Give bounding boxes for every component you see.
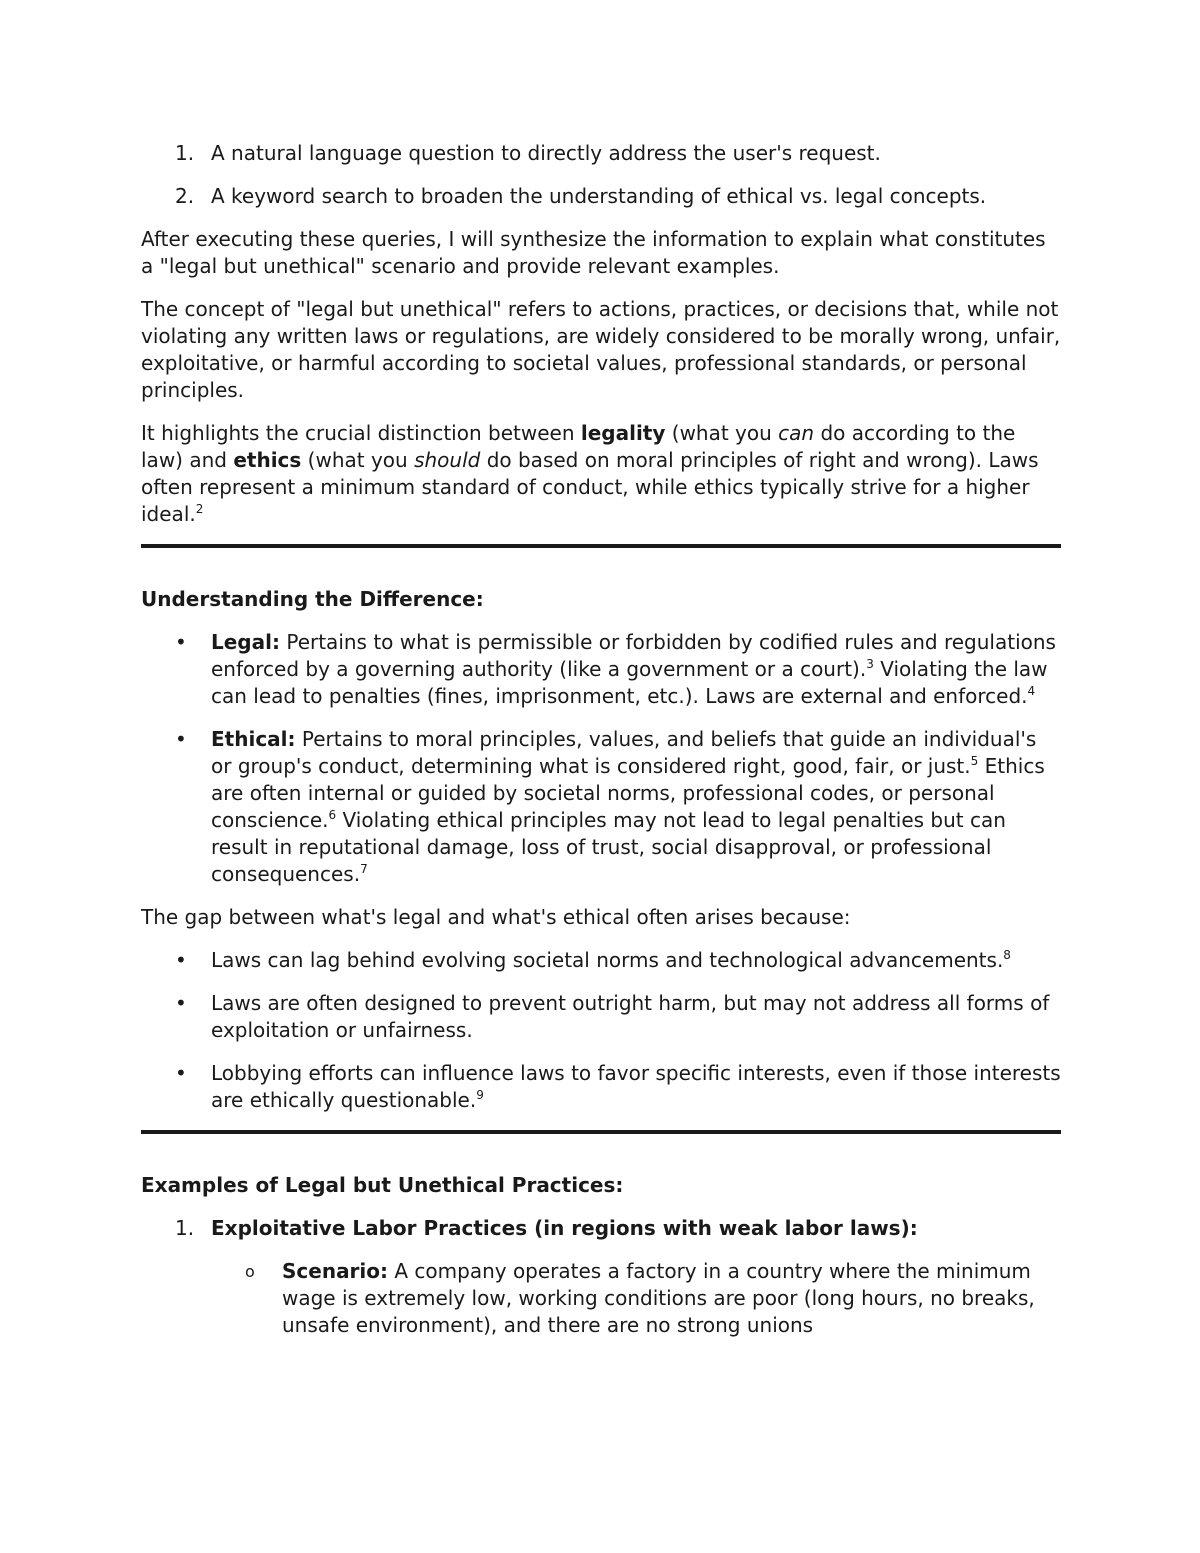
footnote-ref[interactable]: 8 <box>1003 948 1011 962</box>
example-title: Exploitative Labor Practices (in regions with weak labor laws): <box>211 1216 918 1240</box>
text-run: do based on moral principles of right and wrong). Laws often represent a minimum standard of conduct, while ethics typically strive for a higher ideal. <box>141 448 1039 526</box>
text-run: Pertains to what is permissible or forbidden by codified rules and regulations enforced by a governing authority (like a government or a court). <box>211 630 1056 681</box>
difference-bullet-list <box>141 629 1061 888</box>
list-item-legal <box>141 629 1061 710</box>
term-label: Legal: <box>211 630 280 654</box>
scenario-text: A company operates a factory in a country where the minimum wage is extremely low, working conditions are poor (long hours, no breaks, unsafe environment), and there are no strong unions <box>282 1259 1035 1337</box>
example-item-1 <box>141 1215 1061 1242</box>
scenario-label: Scenario: <box>282 1259 389 1283</box>
section-heading-examples: Examples of Legal but Unethical Practices: <box>141 1173 624 1197</box>
bullet-icon: • <box>175 991 187 1015</box>
bullet-icon: • <box>175 948 187 972</box>
bullet-icon: • <box>175 1061 187 1085</box>
list-item-text: Laws can lag behind evolving societal norms and technological advancements. <box>211 948 1004 972</box>
list-item <box>141 183 1061 210</box>
list-item <box>141 1060 1061 1114</box>
list-item <box>141 947 1061 974</box>
list-item-text: Laws are often designed to prevent outright harm, but may not address all forms of exploitation or unfairness. <box>211 991 1050 1042</box>
paragraph-gap-intro: The gap between what's legal and what's ethical often arises because: <box>141 905 851 929</box>
footnote-ref[interactable]: 5 <box>970 754 979 768</box>
horizontal-rule <box>141 544 1061 548</box>
list-item-text: A keyword search to broaden the understanding of ethical vs. legal concepts. <box>211 184 987 208</box>
circle-bullet-icon: o <box>245 1262 255 1281</box>
bullet-icon: • <box>175 727 187 751</box>
bold-legality: legality <box>580 421 666 445</box>
section-heading-difference: Understanding the Difference: <box>141 587 484 611</box>
text-run: It highlights the crucial distinction between <box>141 421 581 445</box>
text-run: (what you <box>665 421 779 445</box>
bullet-icon: • <box>175 630 187 654</box>
text-run: (what you <box>301 448 415 472</box>
footnote-ref[interactable]: 4 <box>1027 684 1036 698</box>
list-item-ethical <box>141 726 1061 888</box>
paragraph-synthesis: After executing these queries, I will synthesize the information to explain what constitutes a "legal but unethical" scenario and provide relevant examples. <box>141 227 1046 278</box>
text-run: do according to the law) and <box>141 421 1016 472</box>
footnote-ref[interactable]: 6 <box>328 808 337 822</box>
gap-bullet-list <box>141 947 1061 1114</box>
paragraph-distinction <box>141 420 1061 528</box>
term-label: Ethical: <box>211 727 296 751</box>
document-body <box>141 140 1061 1355</box>
list-number: 1. <box>175 1216 195 1240</box>
list-item <box>141 140 1061 167</box>
italic-should: should <box>414 448 481 472</box>
list-item <box>141 990 1061 1044</box>
text-run: Pertains to moral principles, values, and beliefs that guide an individual's or group's conduct, determining what is considered right, good, fair, or just. <box>211 727 1037 778</box>
list-number: 1. <box>175 141 195 165</box>
footnote-ref[interactable]: 2 <box>195 502 204 516</box>
paragraph-concept: The concept of "legal but unethical" refers to actions, practices, or decisions that, while not violating any written laws or regulations, are widely considered to be morally wrong, unfair, exploitative, or harmful according to societal values, professional standards, or personal principles. <box>141 297 1061 402</box>
list-item-text: A natural language question to directly address the user's request. <box>211 141 881 165</box>
list-item-text: Lobbying efforts can influence laws to favor specific interests, even if those interests are ethically questionable. <box>211 1061 1061 1112</box>
horizontal-rule <box>141 1130 1061 1134</box>
footnote-ref[interactable]: 3 <box>866 657 874 671</box>
sub-list-item-scenario <box>141 1258 1061 1339</box>
footnote-ref[interactable]: 9 <box>476 1088 484 1102</box>
italic-can: can <box>778 421 815 445</box>
text-run: Violating the law can lead to penalties (fines, imprisonment, etc.). Laws are external and enforced. <box>211 657 1048 708</box>
examples-numbered-list <box>141 1215 1061 1339</box>
text-run: Violating ethical principles may not lead to legal penalties but can result in reputational damage, loss of trust, social disapproval, or professional consequences. <box>211 808 1006 886</box>
footnote-ref[interactable]: 7 <box>360 862 368 876</box>
bold-ethics: ethics <box>233 448 302 472</box>
list-number: 2. <box>175 184 195 208</box>
intro-numbered-list <box>141 140 1061 210</box>
text-run: Ethics are often internal or guided by societal norms, professional codes, or personal conscience. <box>211 754 1045 832</box>
